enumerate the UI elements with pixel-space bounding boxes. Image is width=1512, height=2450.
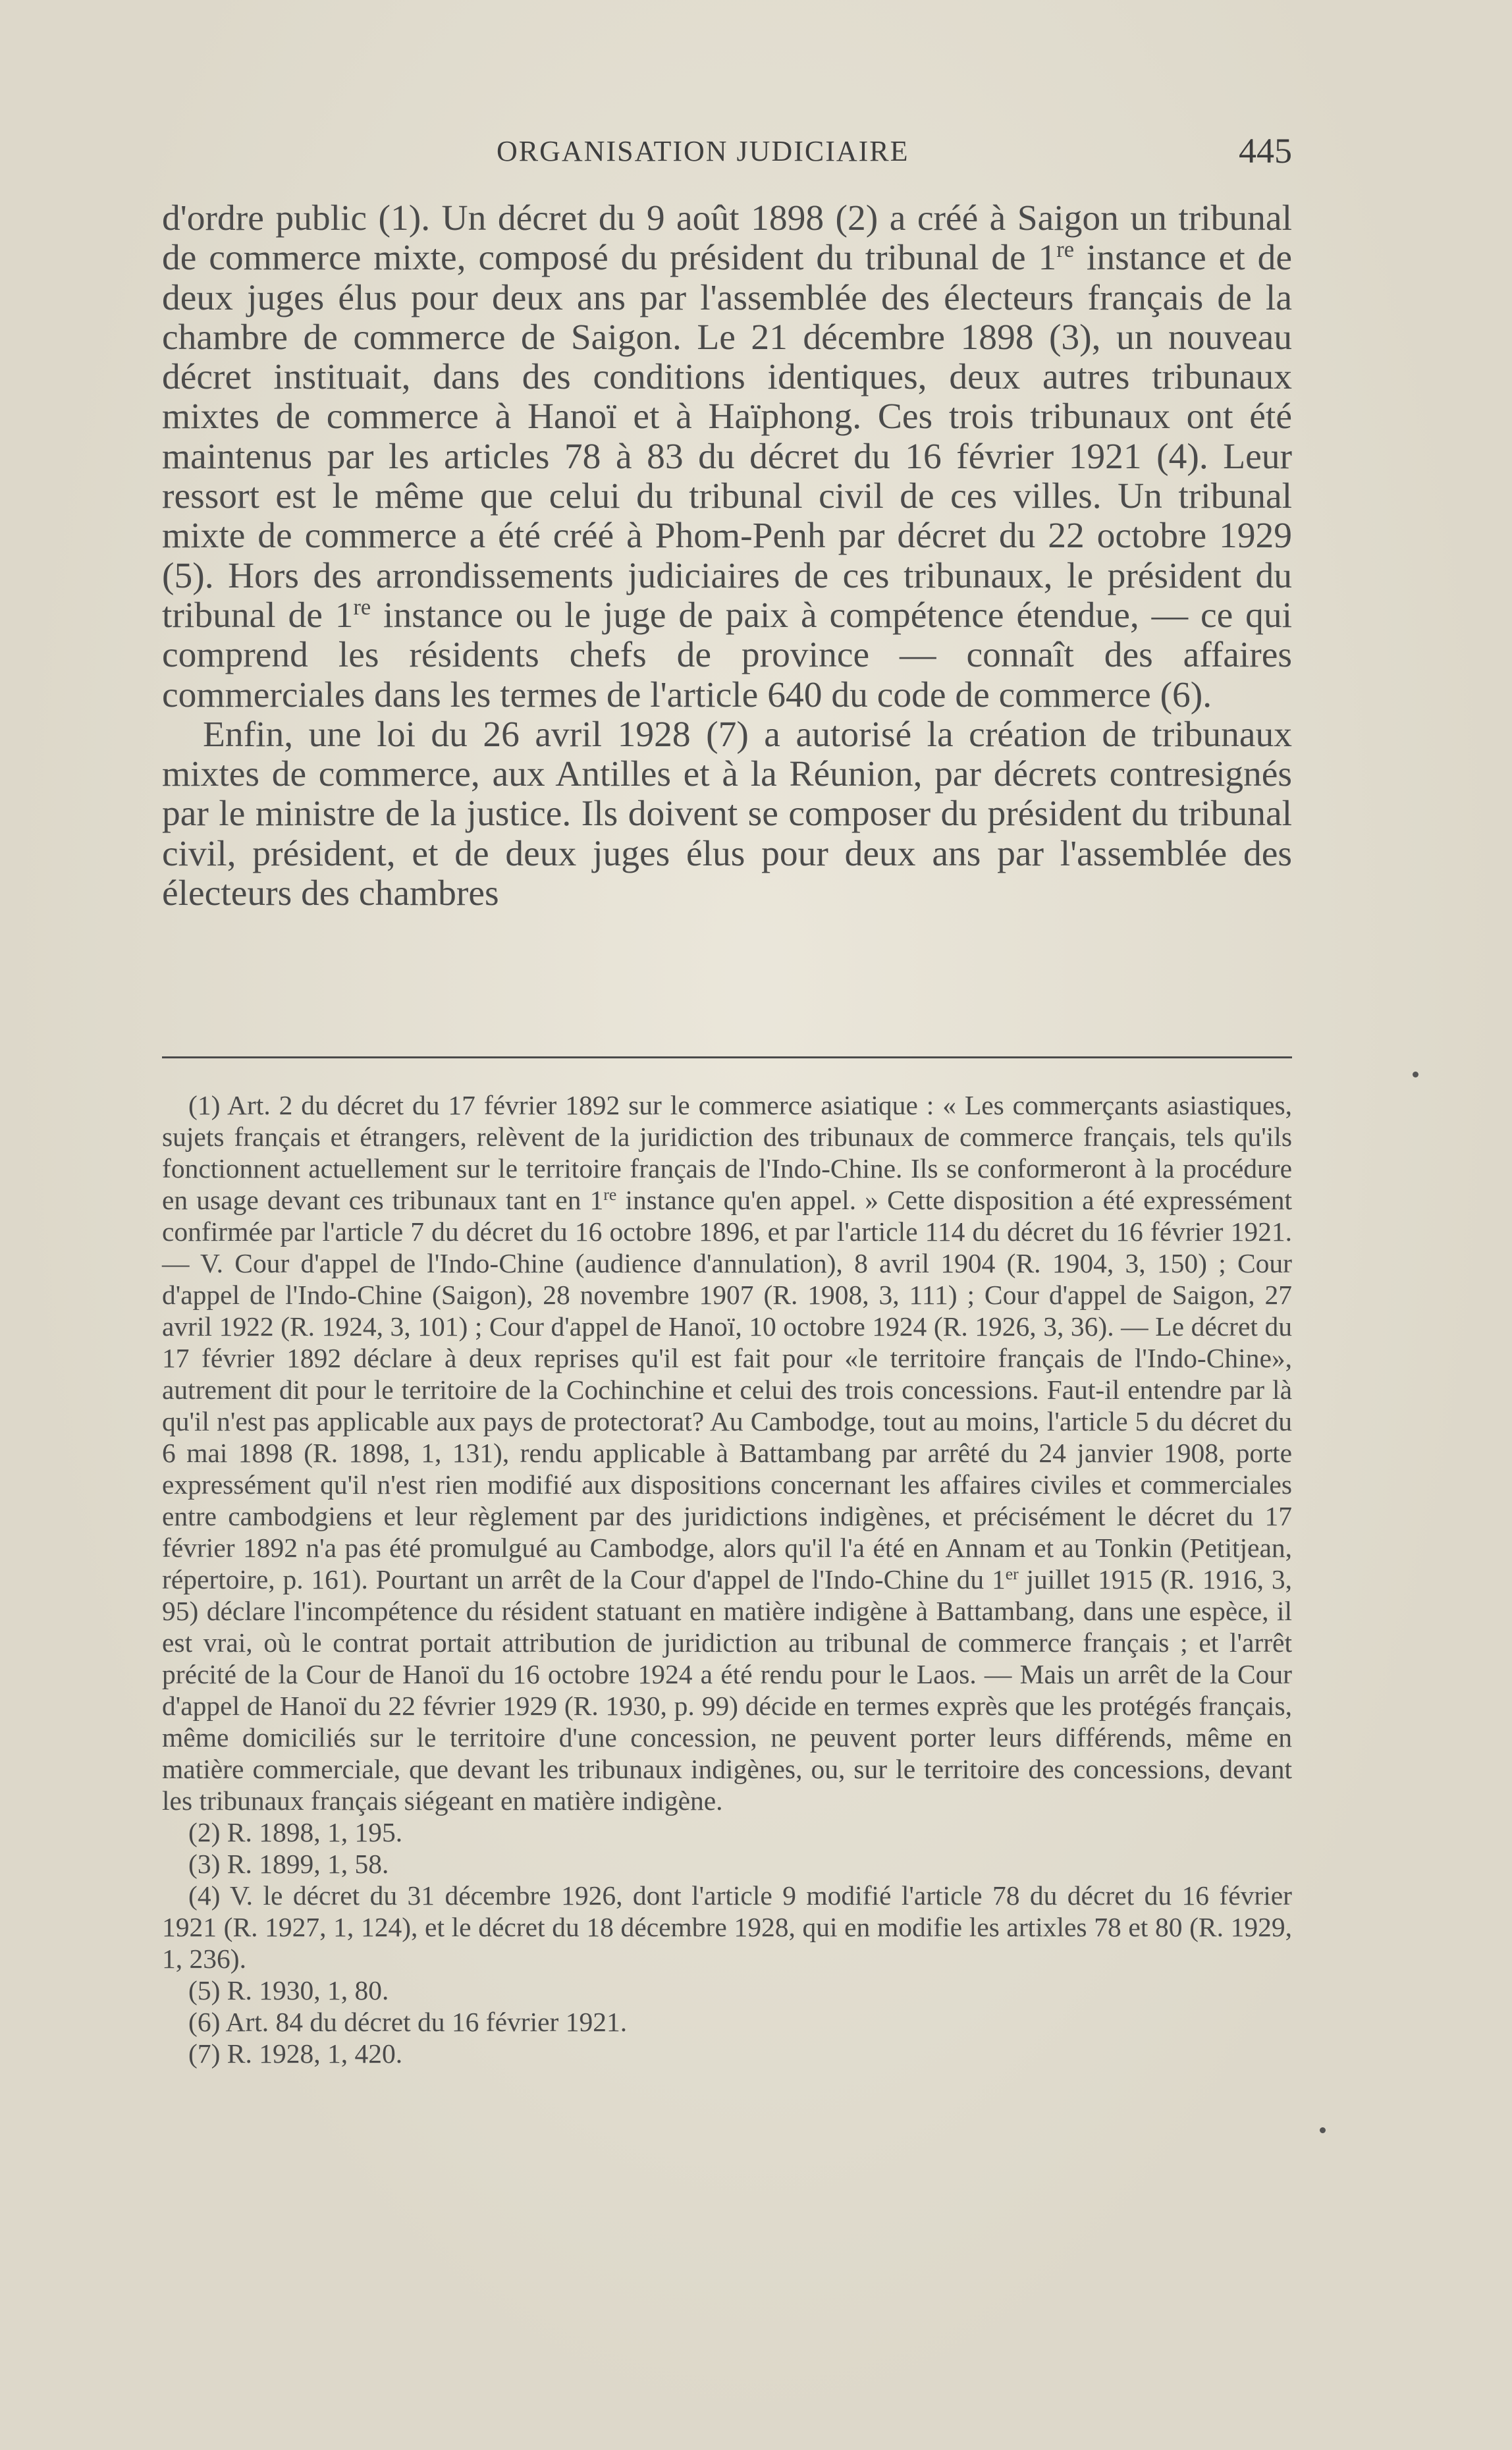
superscript: re bbox=[603, 1184, 617, 1204]
superscript: re bbox=[353, 595, 371, 620]
footnote-6: (6) Art. 84 du décret du 16 février 1921. bbox=[188, 2007, 628, 2037]
body-paragraph: Enfin, une loi du 26 avril 1928 (7) a autorisé la création de tribunaux mixtes de commerce, aux Antilles et à la Réunion, par décrets contresignés par le ministre de la justice. Ils doivent se composer du président du tribunal civil, président, et de deux juges élus pour deux ans par l'assemblée des électeurs des chambres bbox=[162, 714, 1292, 914]
body-text-run: d'ordre public (1). Un décret du 9 août 1898 (2) a créé à Saigon un tribunal de commerce mixte, composé du président du tribunal de 1 bbox=[162, 198, 1292, 279]
footnote-text-run: (1) Art. 2 du décret du 17 février 1892 sur le commerce asiatique : « Les commerçants asiastiques, sujets français et étrangers, relèvent de la juridiction des tribunaux de commerce français, tels qu'ils fonctionnent actuellement sur le territoire français de l'Indo-Chine. Ils se conformeront à la procédure en usage devant ces tribunaux tant en 1 bbox=[162, 1090, 1292, 1215]
footnote-text-run: juillet 1915 (R. 1916, 3, 95) déclare l'incompétence du résident statuant en matière indigène à Battambang, dans une espèce, il est vrai, où le contrat portait attribution de juridiction au tribunal de commerce français ; et l'arrêt précité de la Cour de Hanoï du 16 octobre 1924 a été rendu pour le Laos. — Mais un arrêt de la Cour d'appel de Hanoï du 22 février 1929 (R. 1930, p. 99) décide en termes exprès que les protégés français, même domiciliés sur le territoire d'une concession, ne peuvent porter leurs différends, même en matière commerciale, que devant les tribunaux indigènes, ou, sur le territoire des concessions, devant les tribunaux français siégeant en matière indigène. bbox=[162, 1564, 1292, 1816]
running-title: ORGANISATION JUDICIAIRE bbox=[497, 135, 909, 167]
footnote-1 bbox=[162, 1089, 1292, 1816]
body-paragraph bbox=[162, 199, 1292, 715]
superscript: er bbox=[1005, 1564, 1019, 1583]
paper-speck bbox=[1320, 2127, 1326, 2133]
footnote-5: (5) R. 1930, 1, 80. bbox=[188, 1975, 389, 2005]
body-text-run: instance ou le juge de paix à compétence étendue, — ce qui comprend les résidents chefs de province — connaît des affaires commerciales dans les termes de l'article 640 du code de commerce (6). bbox=[162, 595, 1292, 715]
body-text bbox=[162, 199, 1292, 913]
body-text-run: instance et de deux juges élus pour deux ans par l'assemblée des électeurs français de la chambre de commerce de Saigon. Le 21 décembre 1898 (3), un nouveau décret instituait, dans des conditions identiques, deux autres tribunaux mixtes de commerce à Hanoï et à Haïphong. Ces trois tribunaux ont été maintenus par les articles 78 à 83 du décret du 16 février 1921 (4). Leur ressort est le même que celui du tribunal civil de ces villes. Un tribunal mixte de commerce a été créé à Phom-Penh par décret du 22 octobre 1929 (5). Hors des arrondissements judiciaires de ces tribunaux, le président du tribunal de 1 bbox=[162, 238, 1292, 636]
page-number: 445 bbox=[1239, 131, 1292, 171]
page-header bbox=[162, 130, 1292, 177]
footnote-4: (4) V. le décret du 31 décembre 1926, dont l'article 9 modifié l'article 78 du décret du 16 février 1921 (R. 1927, 1, 124), et le décret du 18 décembre 1928, qui en modifie les artixles 78 et 80 (R. 1929, 1, 236). bbox=[162, 1880, 1292, 1974]
footnotes bbox=[162, 1089, 1292, 2069]
footnote-2: (2) R. 1898, 1, 195. bbox=[188, 1817, 403, 1847]
footnote-text-run: instance qu'en appel. » Cette disposition a été expressément confirmée par l'article 7 du décret du 16 octobre 1896, et par l'article 114 du décret du 16 février 1921. — V. Cour d'appel de l'Indo-Chine (audience d'annulation), 8 avril 1904 (R. 1904, 3, 150) ; Cour d'appel de l'Indo-Chine (Saigon), 28 novembre 1907 (R. 1908, 3, 111) ; Cour d'appel de Saigon, 27 avril 1922 (R. 1924, 3, 101) ; Cour d'appel de Hanoï, 10 octobre 1924 (R. 1926, 3, 36). — Le décret du 17 février 1892 déclare à deux reprises qu'il est fait pour «le territoire français de l'Indo-Chine», autrement dit pour le territoire de la Cochinchine et celui des trois concessions. Faut-il entendre par là qu'il n'est pas applicable aux pays de protectorat? Au Cambodge, tout au moins, l'article 5 du décret du 6 mai 1898 (R. 1898, 1, 131), rendu applicable à Battambang par arrêté du 24 janvier 1908, porte expressément qu'il n'est rien modifié aux dispositions concernant les affaires civiles et commerciales entre cambodgiens et leur règlement par des juridictions indigènes, et précisément le décret du 17 février 1892 n'a pas été promulgué au Cambodge, alors qu'il l'a été en Annam et au Tonkin (Petitjean, répertoire, p. 161). Pourtant un arrêt de la Cour d'appel de l'Indo-Chine du 1 bbox=[162, 1185, 1292, 1594]
footnote-separator bbox=[162, 1056, 1292, 1058]
footnote-7: (7) R. 1928, 1, 420. bbox=[188, 2038, 403, 2069]
superscript: re bbox=[1056, 237, 1075, 263]
paper-speck bbox=[1413, 1072, 1418, 1077]
footnote-3: (3) R. 1899, 1, 58. bbox=[188, 1849, 389, 1879]
